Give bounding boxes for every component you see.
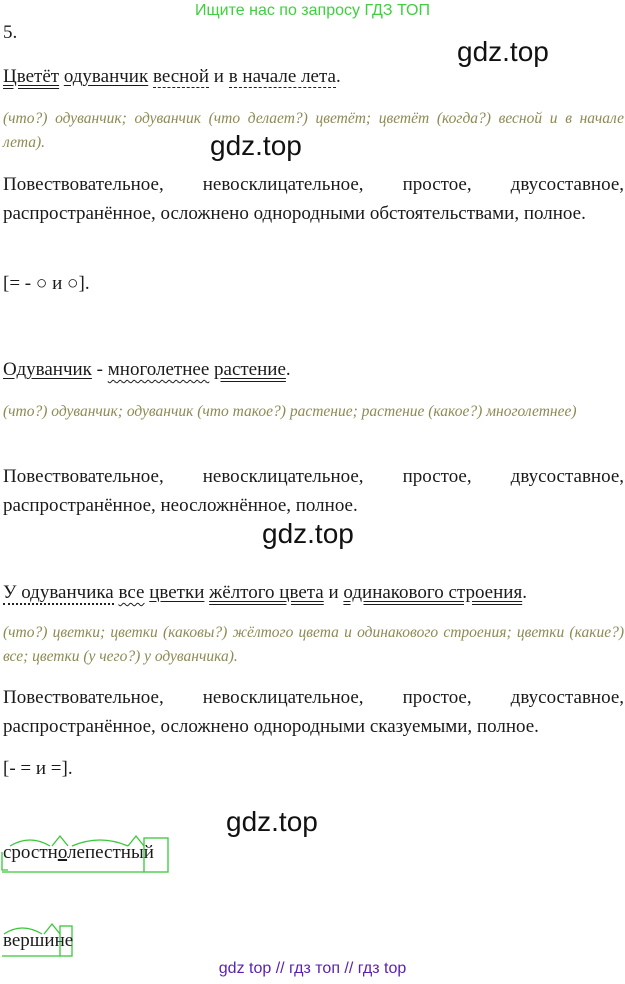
adverbial-word: весной [152, 66, 210, 87]
period: . [335, 66, 341, 87]
morph-word-2: вершине [3, 930, 74, 951]
morph-word-1: сростнолепестный [3, 842, 154, 863]
sentence-1-scheme: [= - ○ и ○]. [3, 273, 90, 294]
task-number: 5. [3, 22, 18, 43]
conjunction: и [213, 66, 224, 87]
footer-links[interactable]: gdz top // гдз топ // гдз top [218, 960, 407, 977]
period: . [522, 582, 527, 603]
watermark: gdz.top [262, 518, 354, 549]
attribute-word: все [118, 582, 145, 603]
sentence-1 [3, 62, 341, 91]
predicate-word: Цветёт [3, 66, 60, 87]
subject-word: одуванчик [63, 66, 149, 87]
dash: - [91, 359, 108, 380]
sentence-2 [3, 355, 291, 384]
watermark: gdz.top [457, 36, 549, 67]
subject-word: цветки [149, 582, 205, 603]
predicate-phrase: жёлтого цвета [209, 582, 324, 603]
sentence-2-description: Повествовательное, невосклицательное, простое, двусоставное, распространённое, неосложнённое, полное. [3, 466, 624, 516]
watermark: gdz.top [210, 130, 302, 161]
search-banner[interactable]: Ищите нас по запросу ГДЗ ТОП [195, 2, 430, 19]
watermark: gdz.top [226, 806, 318, 837]
object-phrase: У одуванчика [3, 582, 114, 603]
sentence-1-description: Повествовательное, невосклицательное, простое, двусоставное, распространённое, осложнено однородными обстоятельствами, полное. [3, 174, 624, 224]
sentence-3-hint: (что?) цветки; цветки (каковы?) жёлтого цвета и одинакового строения; цветки (какие?) все; цветки (у чего?) у одуванчика). [3, 624, 624, 665]
adverbial-phrase: в начале лета [228, 66, 336, 87]
connecting-vowel: о [57, 842, 68, 863]
sentence-2-hint: (что?) одуванчик; одуванчик (что такое?) растение; растение (какое?) многолетнее) [3, 403, 577, 420]
sentence-3: У одуванчика все цветки жёлтого цвета и одинакового строения. [3, 582, 527, 603]
sentence-3-scheme: [- = и =]. [3, 758, 73, 779]
attribute-word: многолетнее [107, 359, 210, 380]
subject-word: Одуванчик [3, 359, 92, 380]
predicate-phrase: одинакового строения [343, 582, 523, 603]
predicate-word: растение [214, 359, 286, 380]
period: . [285, 359, 291, 380]
sentence-3-description: Повествовательное, невосклицательное, простое, двусоставное, распространённое, осложнено однородными сказуемыми, полное. [3, 687, 624, 737]
sentence-1-hint: (что?) одуванчик; одуванчик (что делает?) цветёт; цветёт (когда?) весной и в начале лета). [3, 110, 624, 151]
